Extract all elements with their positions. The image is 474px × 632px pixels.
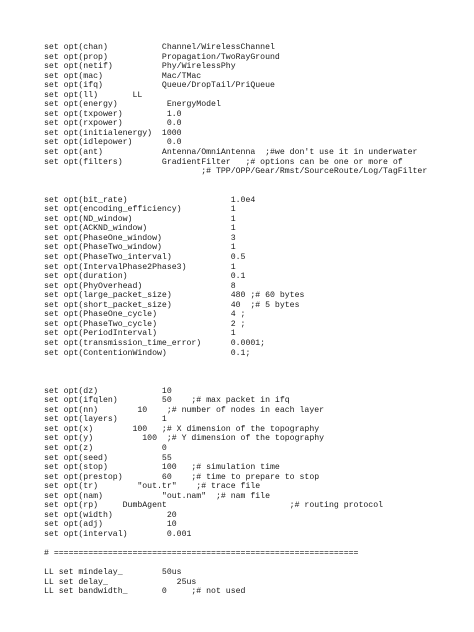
code-line: set opt(width) 20	[44, 510, 177, 520]
code-line: set opt(txpower) 1.0	[44, 109, 182, 119]
code-line: set opt(adj) 10	[44, 520, 177, 530]
code-line: set opt(ifqlen) 50 ;# max packet in ifq	[44, 396, 290, 406]
blank-line	[44, 358, 427, 368]
code-line: set opt(x) 100 ;# X dimension of the topography	[44, 424, 320, 434]
blank-line	[44, 559, 427, 569]
code-line: set opt(nam) "out.nam" ;# nam file	[44, 491, 271, 501]
code-line: set opt(stop) 100 ;# simulation time	[44, 463, 280, 473]
code-line: set opt(tr) "out.tr" ;# trace file	[44, 482, 261, 492]
code-line: set opt(initialenergy) 1000	[44, 128, 182, 138]
code-line: set opt(chan) Channel/WirelessChannel	[44, 43, 275, 52]
code-line: set opt(PhaseTwo_interval) 0.5	[44, 253, 246, 263]
code-line: set opt(transmission_time_error) 0.0001;	[44, 338, 266, 348]
code-line: set opt(layers) 1	[44, 415, 167, 425]
code-line: set opt(filters) GradientFilter ;# options can be one or more of	[44, 157, 403, 167]
code-line: LL set delay_ 25us	[44, 577, 197, 587]
code-line: ;# TPP/OPP/Gear/Rmst/SourceRoute/Log/TagFilter	[44, 167, 428, 177]
code-line: set opt(duration) 0.1	[44, 272, 246, 282]
code-line: set opt(bit_rate) 1.0e4	[44, 195, 256, 205]
code-line: set opt(PhaseOne_cycle) 4 ;	[44, 310, 246, 320]
code-line: set opt(PeriodInterval) 1	[44, 329, 236, 339]
code-line: set opt(ifq) Queue/DropTail/PriQueue	[44, 81, 275, 91]
code-line: set opt(short_packet_size) 40 ;# 5 bytes	[44, 300, 300, 310]
code-line: set opt(mac) Mac/TMac	[44, 71, 202, 81]
blank-line	[44, 539, 427, 549]
code-line: set opt(y) 100 ;# Y dimension of the topography	[44, 434, 325, 444]
code-line: set opt(rxpower) 0.0	[44, 119, 182, 129]
tcl-script-text	[44, 43, 427, 597]
code-line: set opt(PhaseTwo_cycle) 2 ;	[44, 319, 246, 329]
code-line: set opt(interval) 0.001	[44, 529, 192, 539]
code-line: set opt(energy) EnergyModel	[44, 100, 221, 110]
code-line: set opt(ACKND_window) 1	[44, 224, 236, 234]
code-line: set opt(netif) Phy/WirelessPhy	[44, 62, 236, 72]
blank-line	[44, 186, 427, 196]
blank-line	[44, 368, 427, 378]
code-line: LL set mindelay_ 50us	[44, 568, 182, 578]
code-line: set opt(PhyOverhead) 8	[44, 281, 236, 291]
code-line: set opt(rp) DumbAgent ;# routing protocol	[44, 501, 384, 511]
code-line: set opt(prop) Propagation/TwoRayGround	[44, 52, 280, 62]
code-line: LL set bandwidth_ 0 ;# not used	[44, 587, 246, 597]
code-line: set opt(nn) 10 ;# number of nodes in each layer	[44, 405, 325, 415]
code-line: set opt(z) 0	[44, 443, 167, 453]
code-line: set opt(ll) LL	[44, 90, 143, 100]
blank-line	[44, 377, 427, 387]
code-line: set opt(encoding_efficiency) 1	[44, 205, 236, 215]
code-line: set opt(ND_window) 1	[44, 214, 236, 224]
code-line: set opt(ant) Antenna/OmniAntenna ;#we don't use it in underwater	[44, 148, 418, 158]
code-line: set opt(dz) 10	[44, 386, 172, 396]
code-line: set opt(ContentionWindow) 0.1;	[44, 348, 251, 358]
code-line: set opt(idlepower) 0.0	[44, 138, 182, 148]
code-line: set opt(seed) 55	[44, 453, 172, 463]
code-line: set opt(prestop) 60 ;# time to prepare to stop	[44, 472, 320, 482]
code-line: set opt(PhaseTwo_window) 1	[44, 243, 236, 253]
code-line: set opt(IntervalPhase2Phase3) 1	[44, 262, 236, 272]
blank-line	[44, 177, 427, 187]
code-line: set opt(large_packet_size) 480 ;# 60 bytes	[44, 291, 305, 301]
code-line: set opt(PhaseOne_window) 3	[44, 233, 236, 243]
code-line: # ==============================================================	[44, 548, 359, 558]
